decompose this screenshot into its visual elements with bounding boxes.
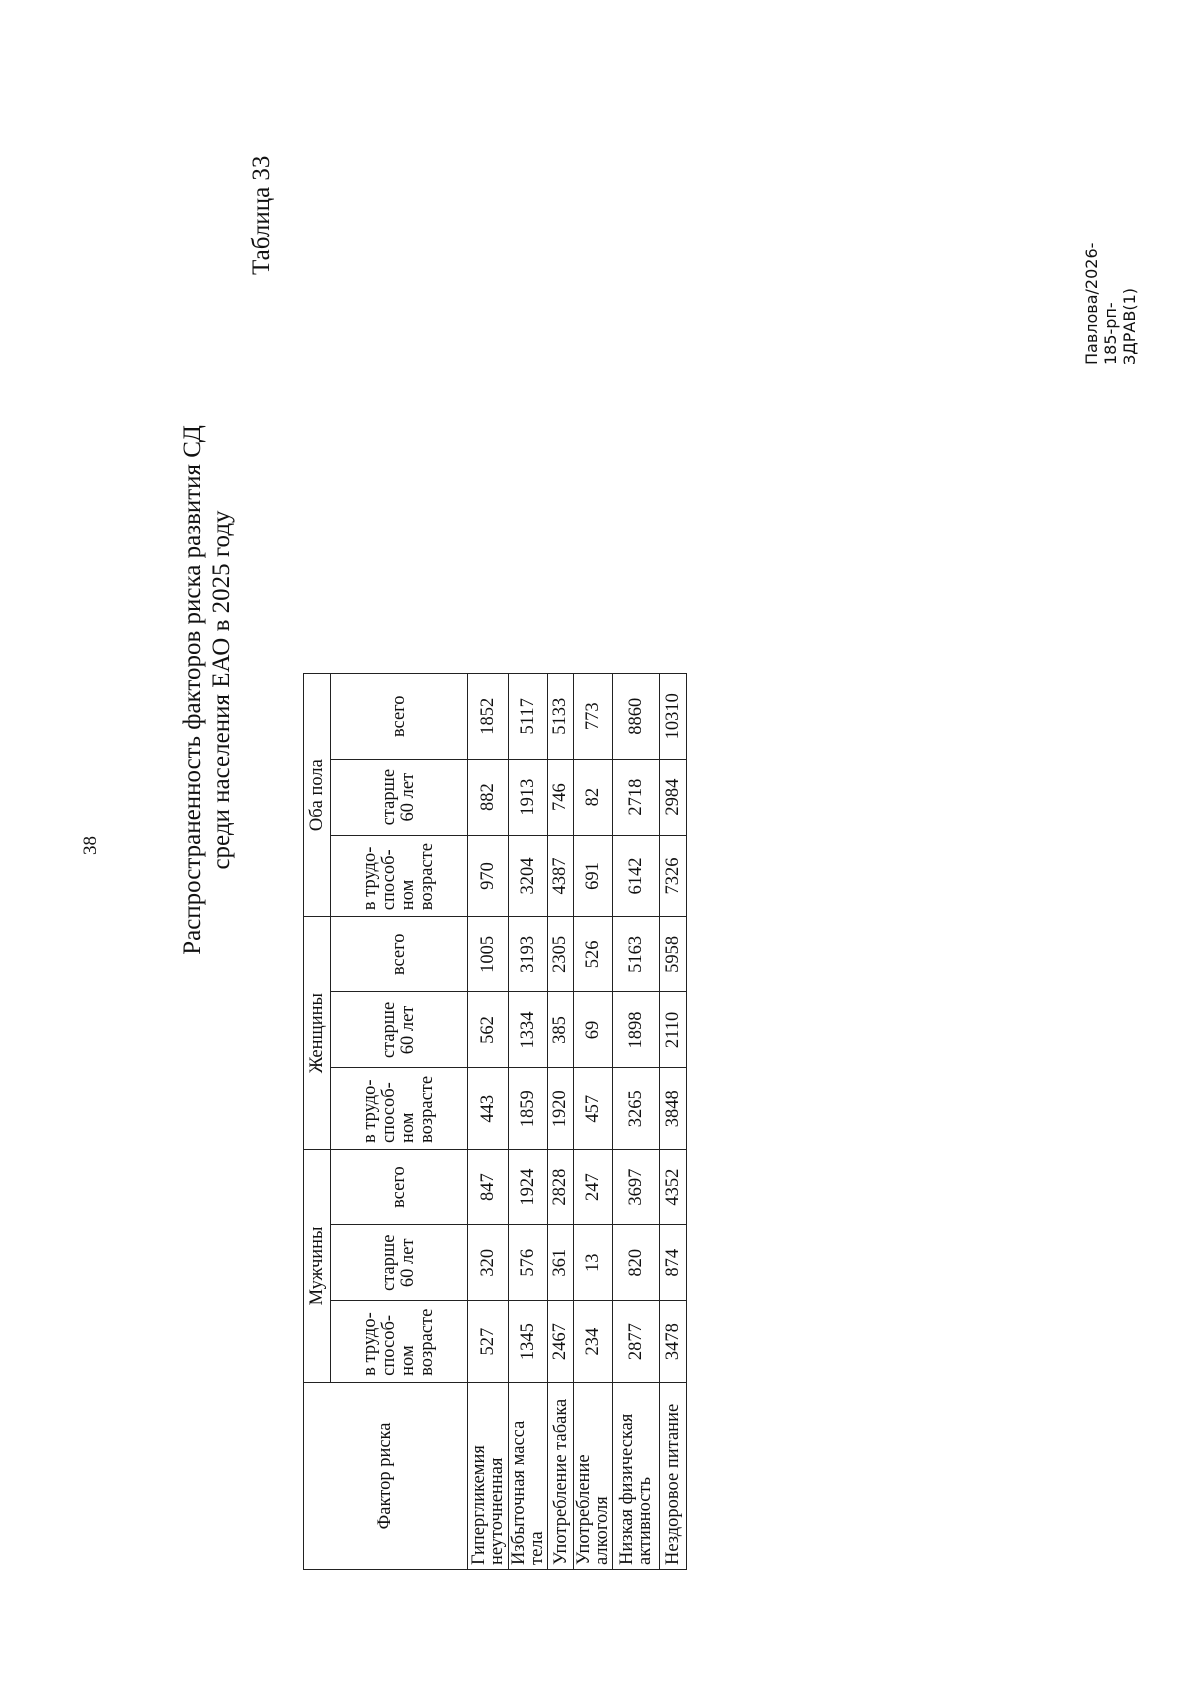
factor-cell (660, 1382, 687, 1569)
value-cell: 10310 (660, 674, 687, 760)
value-cell: 576 (509, 1225, 548, 1301)
subheader-over-60 (331, 992, 468, 1068)
value-cell: 2828 (548, 1150, 574, 1225)
value-cell: 5163 (613, 917, 660, 992)
factor-text: Употребление табака (550, 1398, 571, 1565)
subheader-text: в трудо- (360, 846, 380, 911)
subheader-text: старше (379, 768, 399, 826)
value-cell: 443 (468, 1068, 509, 1150)
value-cell: 1913 (509, 759, 548, 835)
table-header (304, 674, 468, 1570)
value-cell: 5958 (660, 917, 687, 992)
subheader-text: 60 лет (398, 772, 418, 822)
value-cell: 361 (548, 1225, 574, 1301)
factor-text: Избыточная масса тела (509, 1420, 547, 1565)
value-cell: 1898 (613, 992, 660, 1068)
value-cell: 527 (468, 1301, 509, 1383)
value-cell: 562 (468, 992, 509, 1068)
value-cell: 2984 (660, 759, 687, 835)
factor-cell (509, 1382, 548, 1569)
value-cell: 247 (574, 1150, 613, 1225)
value-cell: 2877 (613, 1301, 660, 1383)
document-title (178, 240, 236, 1140)
value-cell: 2305 (548, 917, 574, 992)
subheader-text: ном (398, 1345, 418, 1376)
value-cell: 457 (574, 1068, 613, 1150)
factor-cell (548, 1382, 574, 1569)
subheader-text: возрасте (417, 843, 437, 911)
value-cell: 3478 (660, 1301, 687, 1383)
value-cell: 4352 (660, 1150, 687, 1225)
subheader-text: способ- (379, 1082, 399, 1144)
subheader-total (331, 917, 468, 992)
value-cell: 3697 (613, 1150, 660, 1225)
table-row (613, 674, 660, 1570)
footer-code: Павлова/2026-185-рп-ЗДРАВ(1) (1082, 242, 1139, 365)
value-cell: 5133 (548, 674, 574, 760)
subheader-text: всего (388, 1166, 409, 1208)
table-row (574, 674, 613, 1570)
value-cell: 3265 (613, 1068, 660, 1150)
value-cell: 7326 (660, 835, 687, 917)
subheader-text: всего (388, 695, 409, 738)
risk-factors-table-container (303, 673, 687, 1570)
title-line-1: Распространенность факторов риска развития СД (179, 425, 206, 955)
value-cell: 526 (574, 917, 613, 992)
subheader-over-60 (331, 1225, 468, 1301)
value-cell: 320 (468, 1225, 509, 1301)
value-cell: 1859 (509, 1068, 548, 1150)
factor-cell (613, 1382, 660, 1569)
factor-text: Низкая физическая (617, 1413, 637, 1565)
subheader-text: в трудо- (360, 1079, 380, 1144)
subheader-total (331, 674, 468, 760)
subheader-text: способ- (379, 849, 399, 911)
table-label: Таблица 33 (248, 155, 275, 275)
subheader-text: способ- (379, 1314, 399, 1376)
value-cell: 8860 (613, 674, 660, 760)
value-cell: 1345 (509, 1301, 548, 1383)
table-row (660, 674, 687, 1570)
value-cell: 3204 (509, 835, 548, 917)
value-cell: 1852 (468, 674, 509, 760)
value-cell: 2718 (613, 759, 660, 835)
subheader-working-age (331, 1068, 468, 1150)
value-cell: 234 (574, 1301, 613, 1383)
subheader-text: всего (388, 933, 409, 976)
title-line-2: среди населения ЕАО в 2025 году (208, 510, 235, 870)
value-cell: 69 (574, 992, 613, 1068)
value-cell: 1334 (509, 992, 548, 1068)
group-header-men: Мужчины (304, 1150, 331, 1383)
risk-factors-table (303, 673, 687, 1570)
table-row (468, 674, 509, 1570)
value-cell: 746 (548, 759, 574, 835)
subheader-text: 60 лет (398, 1005, 418, 1055)
group-header-row (304, 674, 331, 1570)
subheader-over-60 (331, 759, 468, 835)
value-cell: 970 (468, 835, 509, 917)
group-header-both: Оба пола (304, 674, 331, 917)
page-number: 38 (80, 836, 101, 855)
factor-cell (574, 1382, 613, 1569)
value-cell: 13 (574, 1225, 613, 1301)
value-cell: 773 (574, 674, 613, 760)
value-cell: 385 (548, 992, 574, 1068)
subheader-text: старше (379, 1001, 399, 1059)
subheader-text: ном (398, 1112, 418, 1144)
value-cell: 82 (574, 759, 613, 835)
subheader-text: в трудо- (360, 1312, 380, 1376)
group-header-women: Женщины (304, 917, 331, 1150)
subheader-working-age (331, 835, 468, 917)
subheader-text: ном (398, 879, 418, 911)
value-cell: 882 (468, 759, 509, 835)
value-cell: 4387 (548, 835, 574, 917)
value-cell: 3193 (509, 917, 548, 992)
table-row (548, 674, 574, 1570)
value-cell: 691 (574, 835, 613, 917)
subheader-text: старше (379, 1234, 399, 1291)
factor-text: Гипергликемия (469, 1445, 489, 1565)
value-cell: 5117 (509, 674, 548, 760)
value-cell: 847 (468, 1150, 509, 1225)
value-cell: 2467 (548, 1301, 574, 1383)
value-cell: 1920 (548, 1068, 574, 1150)
factor-text: Употребление алкоголя (574, 1454, 612, 1565)
subheader-total (331, 1150, 468, 1225)
value-cell: 874 (660, 1225, 687, 1301)
factor-text: активность (635, 1476, 655, 1565)
subheader-text: 60 лет (398, 1238, 418, 1288)
subheader-working-age (331, 1301, 468, 1383)
subheader-text: возрасте (417, 1075, 437, 1144)
factor-text: неуточненная (487, 1457, 507, 1565)
table-row (509, 674, 548, 1570)
value-cell: 820 (613, 1225, 660, 1301)
value-cell: 2110 (660, 992, 687, 1068)
factor-text: Нездоровое питание (663, 1403, 683, 1565)
value-cell: 1924 (509, 1150, 548, 1225)
value-cell: 6142 (613, 835, 660, 917)
factor-cell (468, 1382, 509, 1569)
value-cell: 3848 (660, 1068, 687, 1150)
value-cell: 1005 (468, 917, 509, 992)
table-body (468, 674, 687, 1570)
factor-column-header: Фактор риска (304, 1382, 468, 1569)
subheader-text: возрасте (417, 1308, 437, 1376)
